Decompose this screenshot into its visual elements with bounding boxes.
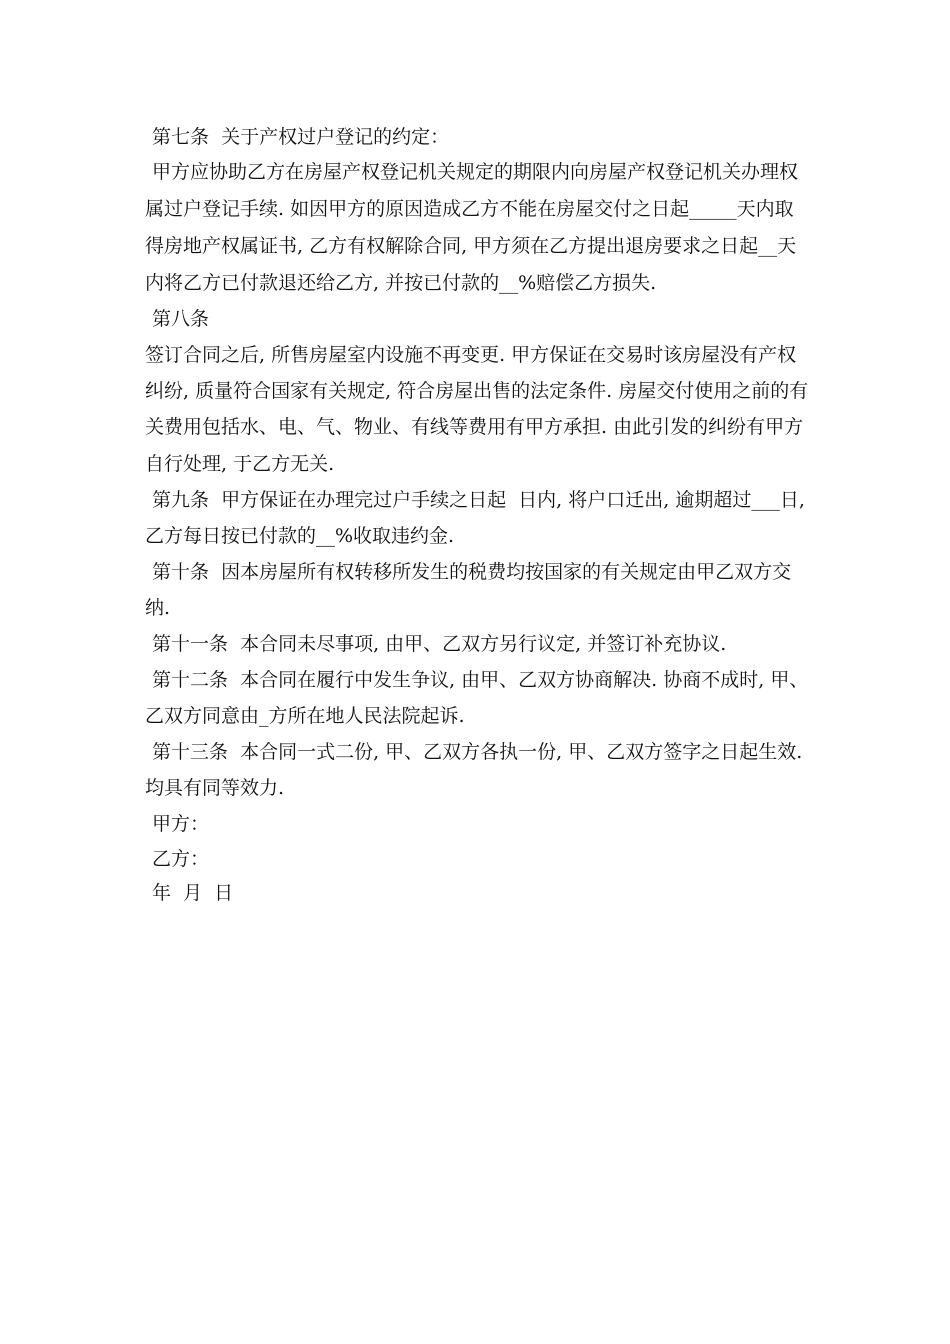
article-10: 第十条 因本房屋所有权转移所发生的税费均按国家的有关规定由甲乙双方交 xyxy=(152,561,792,583)
article-12: 第十二条 本合同在履行中发生争议, 由甲、乙双方协商解决. 协商不成时, 甲、 xyxy=(152,669,809,691)
article-13: 第十三条 本合同一式二份, 甲、乙双方各执一份, 甲、乙双方签字之日起生效. xyxy=(152,741,803,763)
article-7-heading: 第七条 关于产权过户登记的约定： xyxy=(152,126,450,148)
text-line: 关费用包括水、电、气、物业、有线等费用有甲方承担. 由此引发的纠纷有甲方 xyxy=(145,416,804,438)
text-line: 乙方每日按已付款的__%收取违约金. xyxy=(145,525,455,547)
text-line: 签订合同之后, 所售房屋室内设施不再变更. 甲方保证在交易时该房屋没有产权 xyxy=(145,344,797,366)
party-a-signature-line: 甲方： xyxy=(152,813,210,835)
text-line: 均具有同等效力. xyxy=(145,777,285,799)
text-line: 内将乙方已付款退还给乙方, 并按已付款的__%赔偿乙方损失. xyxy=(145,272,657,294)
article-11: 第十一条 本合同未尽事项, 由甲、乙双方另行议定, 并签订补充协议. xyxy=(152,633,727,655)
article-9: 第九条 甲方保证在办理完过户手续之日起 日内, 将户口迁出, 逾期超过___日, xyxy=(152,489,805,511)
article-8-heading: 第八条 xyxy=(152,308,210,330)
text-line: 纠纷, 质量符合国家有关规定, 符合房屋出售的法定条件. 房屋交付使用之前的有 xyxy=(145,380,809,402)
text-line: 纳. xyxy=(145,597,171,619)
text-line: 自行处理, 于乙方无关. xyxy=(145,453,335,475)
party-b-signature-line: 乙方： xyxy=(152,848,210,870)
date-line: 年 月 日 xyxy=(152,882,234,904)
text-line: 属过户登记手续. 如因甲方的原因造成乙方不能在房屋交付之日起_____天内取 xyxy=(145,198,794,220)
text-line: 甲方应协助乙方在房屋产权登记机关规定的期限内向房屋产权登记机关办理权 xyxy=(152,161,799,183)
text-line: 乙双方同意由_方所在地人民法院起诉. xyxy=(145,705,465,727)
text-line: 得房地产权属证书, 乙方有权解除合同, 甲方须在乙方提出退房要求之日起__天 xyxy=(145,235,797,257)
